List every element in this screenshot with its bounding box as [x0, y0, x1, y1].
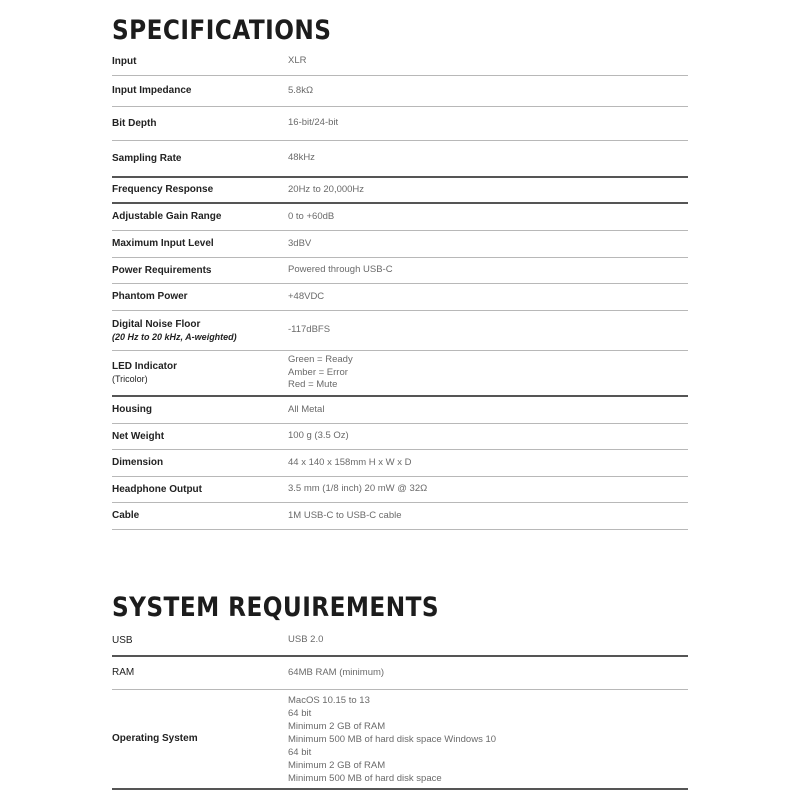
spec-value: 44 x 140 x 158mm H x W x D: [288, 456, 412, 468]
spec-label: Input: [112, 55, 137, 67]
spec-row-phantom-power: [112, 284, 688, 311]
specifications-title: SPECIFICATIONS: [112, 15, 332, 46]
sysreq-value-line: Minimum 2 GB of RAM: [288, 759, 386, 771]
spec-sublabel: (Tricolor): [112, 374, 148, 384]
spec-row-input-impedance: [112, 76, 688, 107]
spec-label: Phantom Power: [112, 291, 188, 302]
spec-row-max-input-level: [112, 231, 688, 258]
specifications-section: [112, 14, 688, 530]
sysreq-value-line: 64 bit: [288, 707, 312, 719]
system-requirements-title: SYSTEM REQUIREMENTS: [112, 592, 440, 623]
spec-row-gain-range: [112, 204, 688, 231]
spec-value: 0 to +60dB: [288, 210, 335, 222]
spec-label-group: [112, 319, 288, 343]
spec-label: Maximum Input Level: [112, 238, 214, 249]
spec-label: Power Requirements: [112, 264, 212, 276]
spec-value: XLR: [288, 55, 307, 67]
spec-value-line: Green = Ready: [288, 354, 353, 366]
spec-row-housing: [112, 397, 688, 424]
spec-value: 20Hz to 20,000Hz: [288, 183, 365, 195]
sysreq-value-list: [288, 694, 688, 785]
spec-row-cable: [112, 503, 688, 530]
spec-value: 16-bit/24-bit: [288, 117, 339, 129]
spec-value: 48kHz: [288, 152, 315, 164]
spec-label: Housing: [112, 404, 152, 415]
spec-label: Adjustable Gain Range: [112, 211, 222, 222]
spec-row-input: [112, 48, 688, 76]
spec-value: -117dBFS: [288, 324, 331, 336]
system-requirements-section: [112, 590, 688, 790]
spec-row-noise-floor: [112, 311, 688, 351]
spec-value: 3.5 mm (1/8 inch) 20 mW @ 32Ω: [288, 483, 428, 495]
spec-row-net-weight: [112, 424, 688, 450]
spec-row-power-requirements: [112, 258, 688, 284]
sysreq-value-line: 64 bit: [288, 746, 312, 758]
spec-row-led-indicator: [112, 351, 688, 397]
spec-value-list: [288, 354, 688, 392]
sysreq-row-operating-system: [112, 690, 688, 790]
spec-value-line: Amber = Error: [288, 366, 348, 378]
spec-label: Frequency Response: [112, 184, 214, 195]
sysreq-value-line: Minimum 500 MB of hard disk space Windows 10: [288, 733, 497, 745]
spec-row-sampling-rate: [112, 141, 688, 178]
spec-label: Bit Depth: [112, 117, 157, 129]
sysreq-label: RAM: [112, 667, 135, 678]
spec-value-line: Red = Mute: [288, 379, 338, 391]
spec-value: All Metal: [288, 403, 325, 415]
spec-value: 100 g (3.5 Oz): [288, 430, 349, 442]
spec-row-bit-depth: [112, 107, 688, 141]
spec-sublabel: (20 Hz to 20 kHz, A-weighted): [112, 331, 237, 342]
sysreq-value-line: Minimum 500 MB of hard disk space: [288, 772, 442, 784]
spec-label: Headphone Output: [112, 483, 202, 495]
sysreq-row-usb: [112, 626, 688, 657]
spec-value: +48VDC: [288, 290, 325, 302]
spec-row-frequency-response: [112, 178, 688, 204]
spec-label: Input Impedance: [112, 85, 192, 96]
sysreq-row-ram: [112, 657, 688, 690]
spec-value: 5.8kΩ: [288, 84, 314, 96]
spec-label: Digital Noise Floor: [112, 318, 201, 330]
spec-row-headphone-output: [112, 477, 688, 503]
spec-label: Net Weight: [112, 430, 165, 442]
sysreq-value: USB 2.0: [288, 634, 324, 646]
spec-value: 1M USB-C to USB-C cable: [288, 509, 402, 521]
spec-value: 3dBV: [288, 237, 312, 249]
spec-label-group: [112, 361, 288, 385]
sysreq-label: Operating System: [112, 733, 198, 744]
sysreq-value-line: MacOS 10.15 to 13: [288, 694, 370, 706]
spec-label: Sampling Rate: [112, 152, 182, 164]
spec-row-dimension: [112, 450, 688, 477]
spec-value: Powered through USB-C: [288, 264, 393, 276]
spec-label: Dimension: [112, 457, 164, 468]
spec-label: Cable: [112, 510, 140, 521]
sysreq-label: USB: [112, 634, 133, 646]
sysreq-value: 64MB RAM (minimum): [288, 666, 385, 678]
sysreq-value-line: Minimum 2 GB of RAM: [288, 720, 386, 732]
spec-label: LED Indicator: [112, 361, 178, 372]
